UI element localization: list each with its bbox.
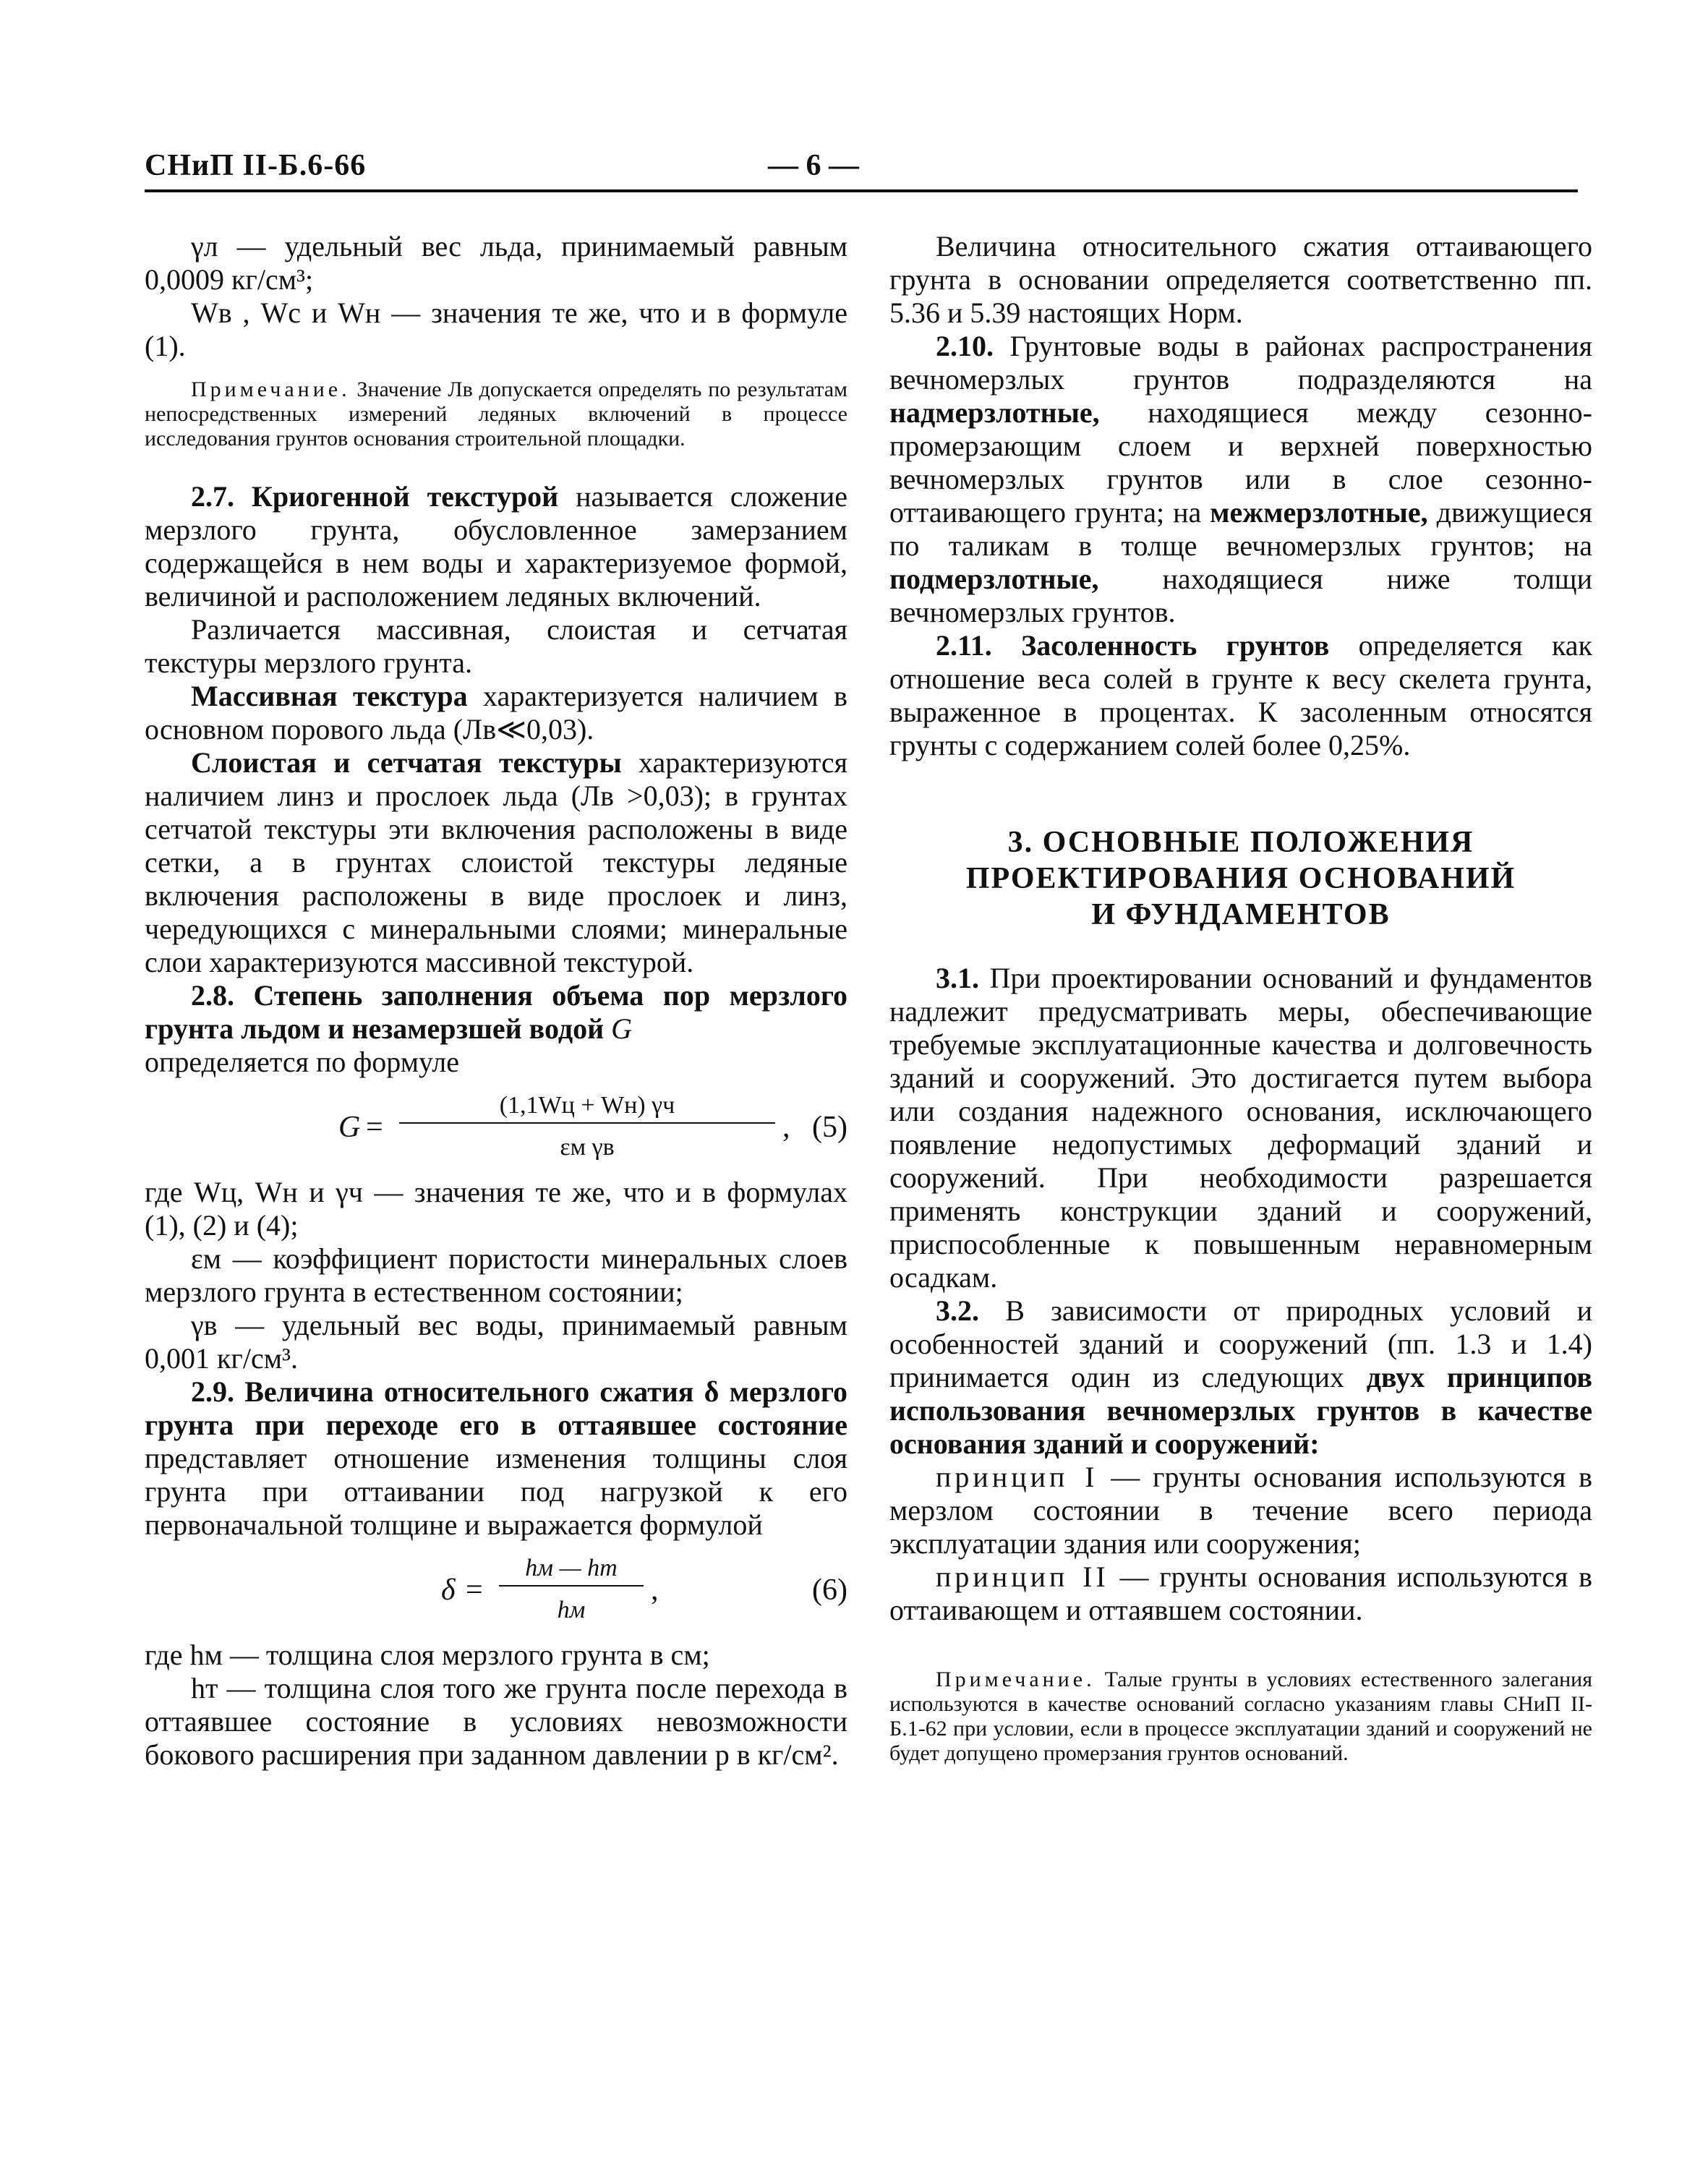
paragraph-2-9-number: 2.9. [191,1375,245,1408]
paragraph-2-10-number: 2.10. [936,330,994,362]
formula-6-lhs: δ [441,1573,456,1607]
formula-6-denominator: hм [557,1597,586,1623]
paragraph-layered-texture [145,746,847,979]
definition-thawed-thickness: hт — толщина слоя того же грунта после перехода в оттаявшее состояние в условиях невозможности бокового расширения при заданном давлении p в кг/см². [145,1672,847,1771]
formula-5-comma: , [782,1111,790,1144]
formula-6-comma: , [651,1573,659,1607]
formula-6-equals: = [466,1573,483,1607]
paragraph-3-2-text: В зависимости от природных условий и особенностей зданий и сооружений (пп. 1.3 и 1.4) принимается один из следующих [889,1294,1592,1393]
formula-5-lhs: G [338,1111,361,1144]
section-3-title-line-3: И ФУНДАМЕНТОВ [1091,898,1391,931]
massive-texture-text: характеризуется наличием в основном порового льда (Лв≪0,03). [145,680,847,746]
principle-1-text: — грунты основания используются в мерзлом состоянии в течение всего периода эксплуатации здания или сооружения; [889,1461,1592,1560]
paragraph-2-8-number: 2.8. [191,979,254,1012]
formula-6-where: где hм — толщина слоя мерзлого грунта в см; [145,1639,710,1671]
definition-gamma-water: γв — удельный вес воды, принимаемый равным 0,001 кг/см³. [145,1309,847,1375]
paragraph-2-8-text: определяется по формуле [145,1046,459,1078]
note-1 [145,377,847,451]
document-code: СНиП II-Б.6-66 [145,149,367,182]
paragraph-massive-texture [145,680,847,746]
formula-5-fraction-bar [399,1122,775,1124]
paragraph-2-7 [145,480,847,613]
formula-5-denominator: εм γв [560,1134,615,1161]
paragraph-texture-types: Различается массивная, слоистая и сетчатая текстуры мерзлого грунта. [145,613,847,679]
paragraph-2-10 [889,330,1592,629]
paragraph-3-2-term: двух принципов использования вечномерзлых грунтов в качестве основания зданий и сооружений: [889,1361,1592,1460]
principle-1 [889,1461,1592,1560]
note-2-text: Талые грунты в условиях естественного залегания используются в качестве оснований согласно указаниям главы СНиП II-Б.1-62 при условии, если в процессе эксплуатации зданий и сооружений не будет допущено промерзания грунтов оснований. [889,1667,1592,1765]
paragraph-2-10-text-b: находящиеся между сезонно-промерзающим слоем и верхней поверхностью вечномерзлых грунтов или в слое сезонно-оттаивающего грунта; на [889,396,1592,529]
page-number: — 6 — [768,149,859,182]
formula-5-number: (5) [812,1111,847,1144]
definition-porosity: εм — коэффициент пористости минеральных слоев мерзлого грунта в естественном состоянии; [145,1242,847,1308]
paragraph-3-1-number: 3.1. [936,962,979,994]
paragraph-3-2-number: 3.2. [936,1294,979,1327]
paragraph-2-11-number: 2.11. [936,629,1022,662]
note-1-label: Примечание. [191,377,351,401]
principle-2 [889,1560,1592,1627]
paragraph-2-9-text: представляет отношение изменения толщины слоя грунта при оттаивании под нагрузкой к его первоначальной толщине и выражается формулой [145,1442,847,1541]
paragraph-2-10-text-d: находящиеся ниже толщи вечномерзлых грунтов. [889,563,1592,628]
note-1-text: Значение Лв допускается определять по результатам непосредственных измерений ледяных включений в процессе исследования грунтов основания строительной площадки. [145,377,847,450]
note-2 [889,1667,1592,1766]
layered-texture-term: Слоистая и сетчатая текстуры [191,746,622,779]
formula-5 [145,1089,847,1169]
paragraph-2-11 [889,629,1592,762]
paragraph-2-10-text-c: движущиеся по таликам в толще вечномерзлых грунтов; на [889,496,1592,562]
paragraph-2-8 [145,979,847,1046]
definition-gamma-ice: γл — удельный вес льда, принимаемый равным 0,0009 кг/см³; [145,230,847,296]
formula-6-fraction-bar [499,1585,644,1586]
term-suprapermafrost: надмерзлотные, [889,396,1100,429]
paragraph-2-8-term: Степень заполнения объема пор мерзлого грунта льдом и незамерзшей водой [145,979,847,1045]
right-column [889,230,1592,1766]
paragraph-2-9-term: Величина относительного сжатия δ мерзлого грунта при переходе его в оттаявшее состояние [145,1375,847,1441]
principle-2-label: принцип II [936,1560,1109,1593]
formula-6-number: (6) [812,1573,847,1607]
paragraph-3-1 [889,962,1592,1294]
paragraph-2-11-text: определяется как отношение веса солей в грунте к весу скелета грунта, выраженное в процентах. К засоленным относятся грунты с содержанием солей более 0,25%. [889,629,1592,761]
definition-moisture: Wв , Wс и Wн — значения те же, что и в формуле (1). [145,296,847,362]
section-3-title-line-2: ПРОЕКТИРОВАНИЯ ОСНОВАНИЙ [965,862,1516,895]
paragraph-3-2 [889,1294,1592,1461]
paragraph-3-1-text: При проектировании оснований и фундаментов надлежит предусматривать меры, обеспечивающие требуемые эксплуатационные качества и долговечность зданий и сооружений. Это достигается путем выбора или создания надежного основания, исключающего появление недопустимых деформаций зданий и сооружений. При необходимости разрешается применять конструкции зданий и сооружений, приспособленные к повышенным неравномерным осадкам. [889,962,1592,1294]
paragraph-2-7-number: 2.7. [191,480,252,513]
formula-5-numerator: (1,1Wц + Wн) γч [499,1092,675,1119]
term-intrapermafrost: межмерзлотные, [1210,496,1428,529]
formula-6-numerator: hм — hт [525,1555,618,1581]
note-2-label: Примечание. [936,1667,1096,1691]
paragraph-2-10-text-a: Грунтовые воды в районах распространения вечномерзлых грунтов подразделяются на [889,330,1592,396]
principle-1-label: принцип I [936,1461,1098,1493]
paragraph-2-11-term: Засоленность грунтов [1021,629,1330,662]
paragraph-2-9 [145,1375,847,1542]
massive-texture-term: Массивная текстура [191,680,468,712]
paragraph-2-7-text: называется сложение мерзлого грунта, обусловленное замерзанием содержащейся в нем воды и характеризуемое формой, величиной и расположением ледяных включений. [145,480,847,612]
formula-6 [145,1552,847,1631]
section-3-title-line-1: 3. ОСНОВНЫЕ ПОЛОЖЕНИЯ [1007,826,1474,859]
formula-5-equals: = [366,1111,383,1144]
paragraph-2-7-term: Криогенной текстурой [251,480,559,513]
section-spacer [889,762,1592,824]
paragraph-2-8-symbol: G [604,1012,633,1045]
page-header [145,148,1578,193]
layered-texture-text: характеризуются наличием линз и прослоек льда (Лв >0,03); в грунтах сетчатой текстуры эти включения расположены в виде сетки, а в грунтах слоистой текстуры ледяные включения расположены в виде прослоек и линз, чередующихся с минеральными слоями; минеральные слои характеризуются массивной текстурой. [145,746,847,978]
principle-2-text: — грунты основания используются в оттаивающем и оттаявшем состоянии. [889,1560,1593,1626]
formula-5-where: где Wц, Wн и γч — значения те же, что и в формулах (1), (2) и (4); [145,1176,847,1242]
term-subpermafrost: подмерзлотные, [889,563,1099,595]
left-column [145,230,847,1772]
header-rule [145,189,1578,192]
paragraph-2-9-continued: Величина относительного сжатия оттаивающего грунта в основании определяется соответственно пп. 5.36 и 5.39 настоящих Норм. [889,230,1592,329]
